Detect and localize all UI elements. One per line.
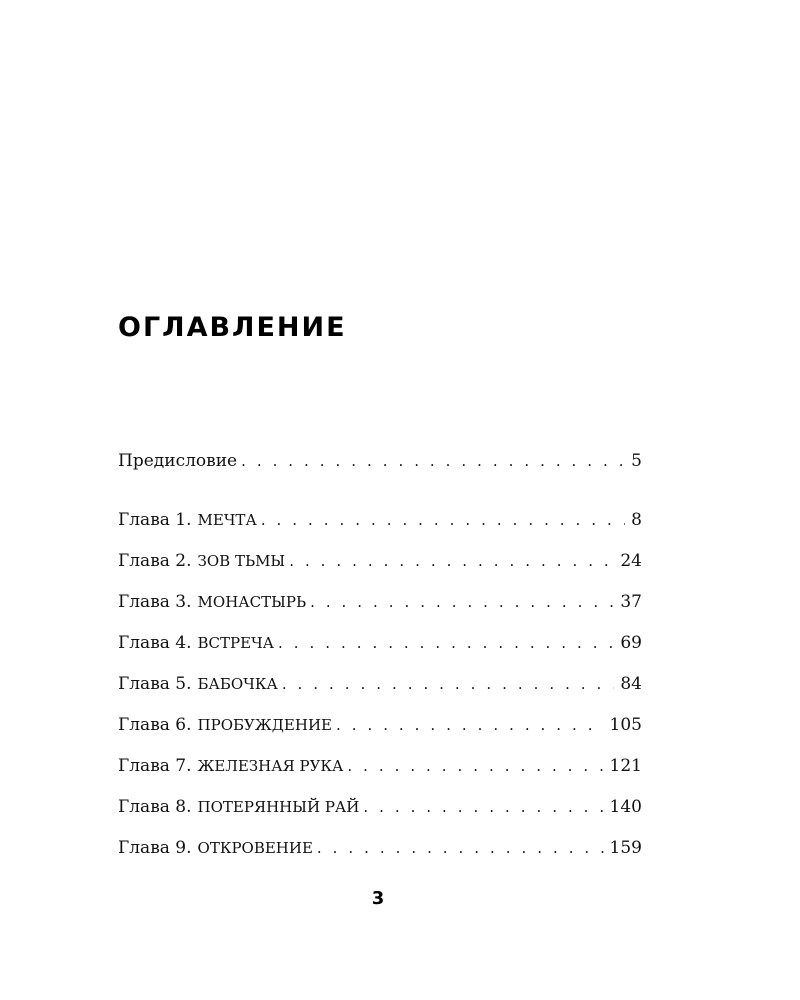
toc-entry-prefix: Глава 6.	[118, 715, 192, 735]
toc-entry-title: ПОТЕРЯННЫЙ РАЙ	[197, 798, 360, 816]
toc-entry-page-number: 24	[620, 551, 642, 571]
toc-entry-title: ОТКРОВЕНИЕ	[197, 839, 313, 857]
toc-entry-chapter-1[interactable]	[118, 505, 642, 546]
toc-entry-page-number: 159	[609, 838, 642, 858]
toc-entry-prefix: Глава 5.	[118, 674, 192, 694]
toc-entry-chapter-6[interactable]	[118, 710, 642, 751]
toc-entry-prefix: Глава 4.	[118, 633, 192, 653]
table-of-contents	[118, 446, 642, 874]
toc-entry-title: МОНАСТЫРЬ	[197, 593, 307, 611]
dot-leader	[261, 505, 625, 535]
dot-leader	[347, 751, 603, 781]
toc-entry-chapter-3[interactable]	[118, 587, 642, 628]
toc-entry-prefix: Глава 8.	[118, 797, 192, 817]
toc-entry-page-number: 140	[609, 797, 642, 817]
toc-entry-page-number: 121	[609, 756, 642, 776]
dot-leader	[317, 833, 604, 863]
dot-leader	[310, 587, 614, 617]
dot-leader	[278, 628, 614, 658]
page-title: ОГЛАВЛЕНИЕ	[118, 312, 347, 343]
toc-entry-chapter-4[interactable]	[118, 628, 642, 669]
toc-entry-chapter-8[interactable]	[118, 792, 642, 833]
toc-entry-title: БАБОЧКА	[197, 675, 278, 693]
dot-leader	[289, 546, 614, 576]
toc-entry-title: ЗОВ ТЬМЫ	[197, 552, 286, 570]
toc-entry-prefix: Глава 7.	[118, 756, 192, 776]
dot-leader	[241, 446, 625, 476]
toc-entry-chapter-7[interactable]	[118, 751, 642, 792]
toc-entry-page-number: 84	[620, 674, 642, 694]
page-number: 3	[371, 888, 385, 909]
toc-entry-title: Предисловие	[118, 451, 238, 471]
toc-entry-prefix: Глава 3.	[118, 592, 192, 612]
toc-entry-title: ПРОБУЖДЕНИЕ	[197, 716, 332, 734]
toc-entry-chapter-9[interactable]	[118, 833, 642, 874]
dot-leader	[282, 669, 615, 699]
dot-leader	[363, 792, 603, 822]
toc-entry-chapter-5[interactable]	[118, 669, 642, 710]
toc-entry-prefix: Глава 1.	[118, 510, 192, 530]
toc-entry-chapter-2[interactable]	[118, 546, 642, 587]
toc-entry-prefix: Глава 9.	[118, 838, 192, 858]
toc-entry-title: МЕЧТА	[197, 511, 257, 529]
toc-entry-title: ВСТРЕЧА	[197, 634, 275, 652]
toc-entry-page-number: 105	[609, 715, 642, 735]
toc-entry-page-number: 5	[631, 451, 642, 471]
toc-entry-page-number: 8	[631, 510, 642, 530]
dot-leader	[336, 710, 604, 740]
toc-entry-title: ЖЕЛЕЗНАЯ РУКА	[197, 757, 344, 775]
toc-entry-prefix: Глава 2.	[118, 551, 192, 571]
toc-entry-page-number: 37	[620, 592, 642, 612]
toc-entry-page-number: 69	[620, 633, 642, 653]
toc-entry-preface[interactable]	[118, 446, 642, 505]
